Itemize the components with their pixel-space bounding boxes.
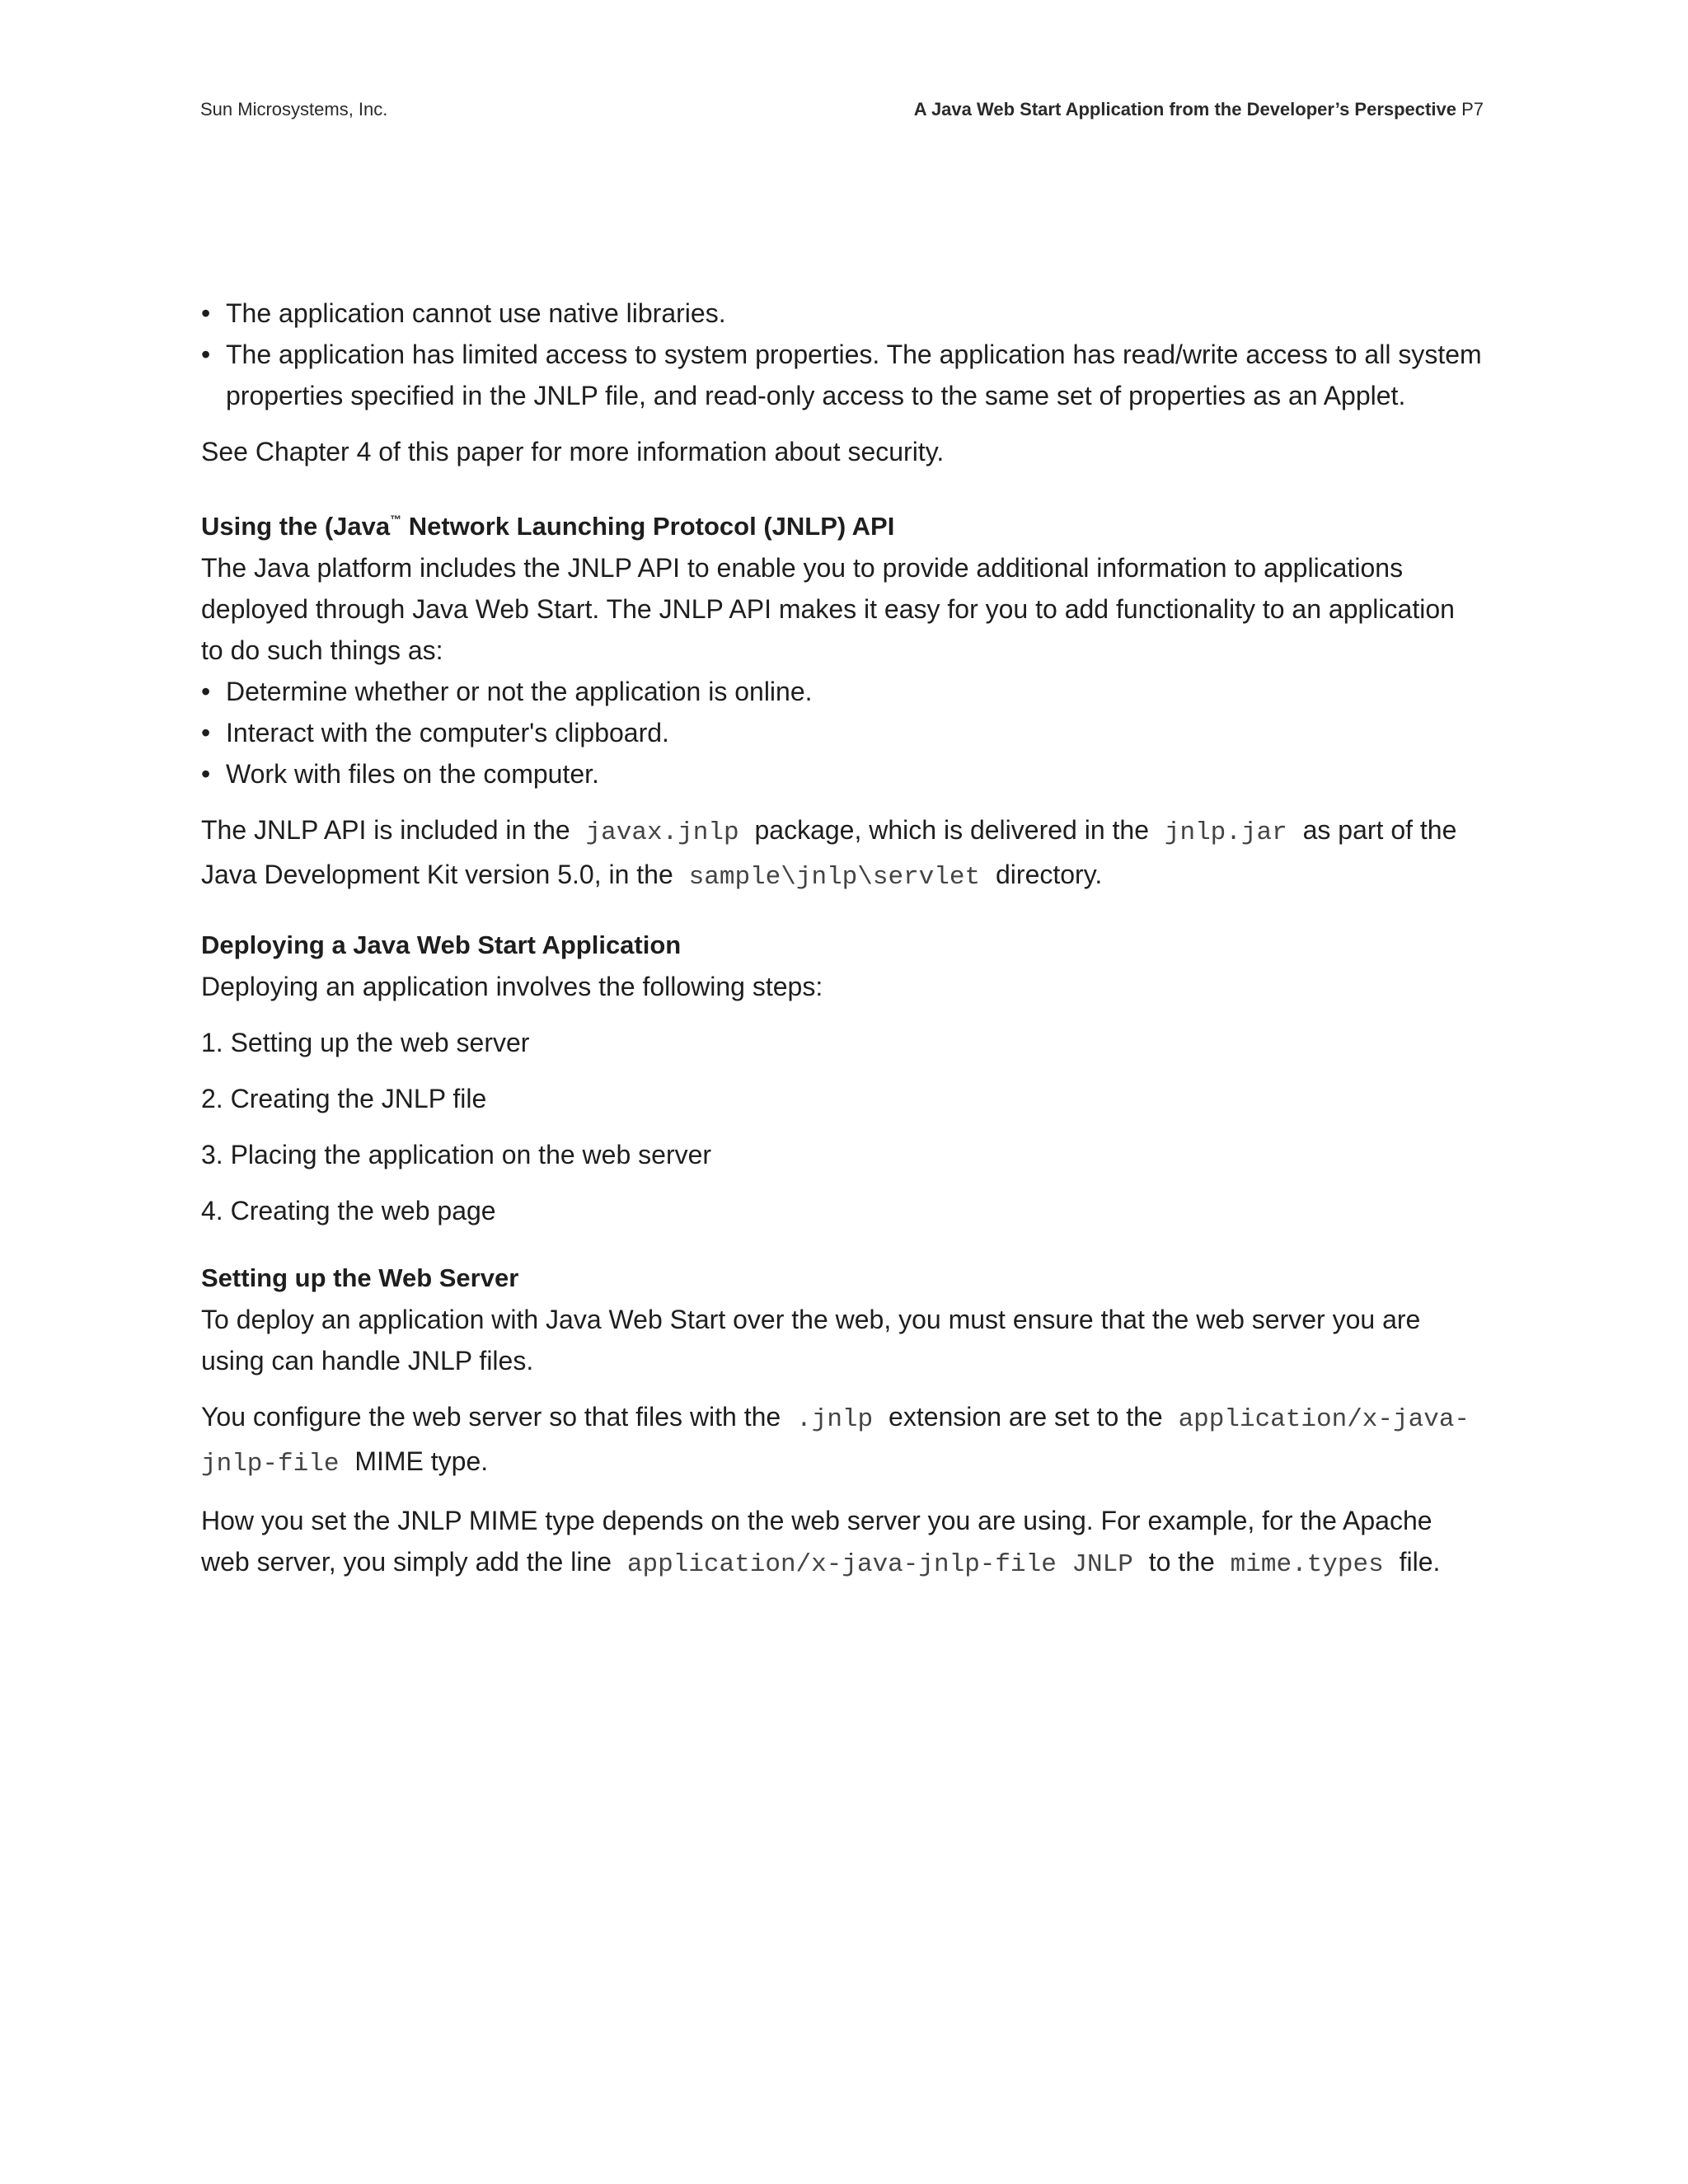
bullet-icon: • (201, 759, 211, 789)
code-extension: .jnlp (796, 1405, 874, 1434)
code-mime-line: application/x-java-jnlp-file JNLP (626, 1550, 1133, 1579)
section-heading-deploying: Deploying a Java Web Start Application (201, 930, 682, 959)
code-mime-type: application/x-java-jnlp-file (201, 1405, 1470, 1479)
server-paragraph-2: You configure the web server so that files with the .jnlp extension are set to the application/x-java-jnlp-file MIME type. (201, 1402, 1470, 1479)
bullet-icon: • (201, 718, 211, 748)
list-item: • Work with files on the computer. (201, 753, 1484, 794)
section-heading-web-server: Setting up the Web Server (201, 1263, 519, 1292)
section-heading-jnlp-api: Using the (Java™ Network Launching Protocol (JNLP) API (201, 512, 895, 541)
list-item: • Interact with the computer's clipboard. (201, 712, 1484, 753)
server-paragraph-1: To deploy an application with Java Web Start over the web, you must ensure that the web server you are using can handle JNLP files. (201, 1305, 1421, 1376)
page-header (200, 99, 1484, 124)
code-jar: jnlp.jar (1164, 818, 1287, 847)
server-paragraph-3: How you set the JNLP MIME type depends on the web server you are using. For example, for the Apache web server, you simply add the line application/x-java-jnlp-file JNLP to the mime.types file. (201, 1506, 1441, 1579)
bullet-icon: • (201, 677, 211, 706)
list-item: 2. Creating the JNLP file (201, 1084, 487, 1113)
header-company: Sun Microsystems, Inc. (200, 99, 388, 120)
header-title-page (914, 99, 1484, 120)
code-package: javax.jnlp (585, 818, 739, 847)
list-item: 1. Setting up the web server (201, 1028, 530, 1057)
page-content (201, 293, 1484, 1586)
list-item: • Determine whether or not the application is online. (201, 671, 1484, 712)
header-title: A Java Web Start Application from the Developer’s Perspective (913, 99, 1456, 120)
list-item: • The application cannot use native libraries. (201, 293, 1484, 334)
code-directory: sample\jnlp\servlet (688, 863, 981, 892)
bullet-icon: • (201, 340, 211, 369)
list-item: 4. Creating the web page (201, 1196, 496, 1226)
bullet-icon: • (201, 298, 211, 328)
list-item: 3. Placing the application on the web server (201, 1140, 712, 1169)
jnlp-package-paragraph: The JNLP API is included in the javax.jnlp package, which is delivered in the jnlp.jar as part of the Java Development Kit version 5.0, in the sample\jnlp\servlet directory. (201, 815, 1457, 892)
header-page-number: P7 (1461, 99, 1484, 120)
code-mime-file: mime.types (1230, 1550, 1384, 1579)
jnlp-intro: The Java platform includes the JNLP API to enable you to provide additional information to applications deployed through Java Web Start. The JNLP API makes it easy for you to add functionality to an application to do such things as: (201, 553, 1455, 665)
security-note: See Chapter 4 of this paper for more information about security. (201, 437, 945, 466)
deploy-intro: Deploying an application involves the following steps: (201, 972, 823, 1001)
list-item: • The application has limited access to system properties. The application has read/write access to all system properties specified in the JNLP file, and read-only access to the same set of properties as an Applet. (201, 334, 1484, 416)
